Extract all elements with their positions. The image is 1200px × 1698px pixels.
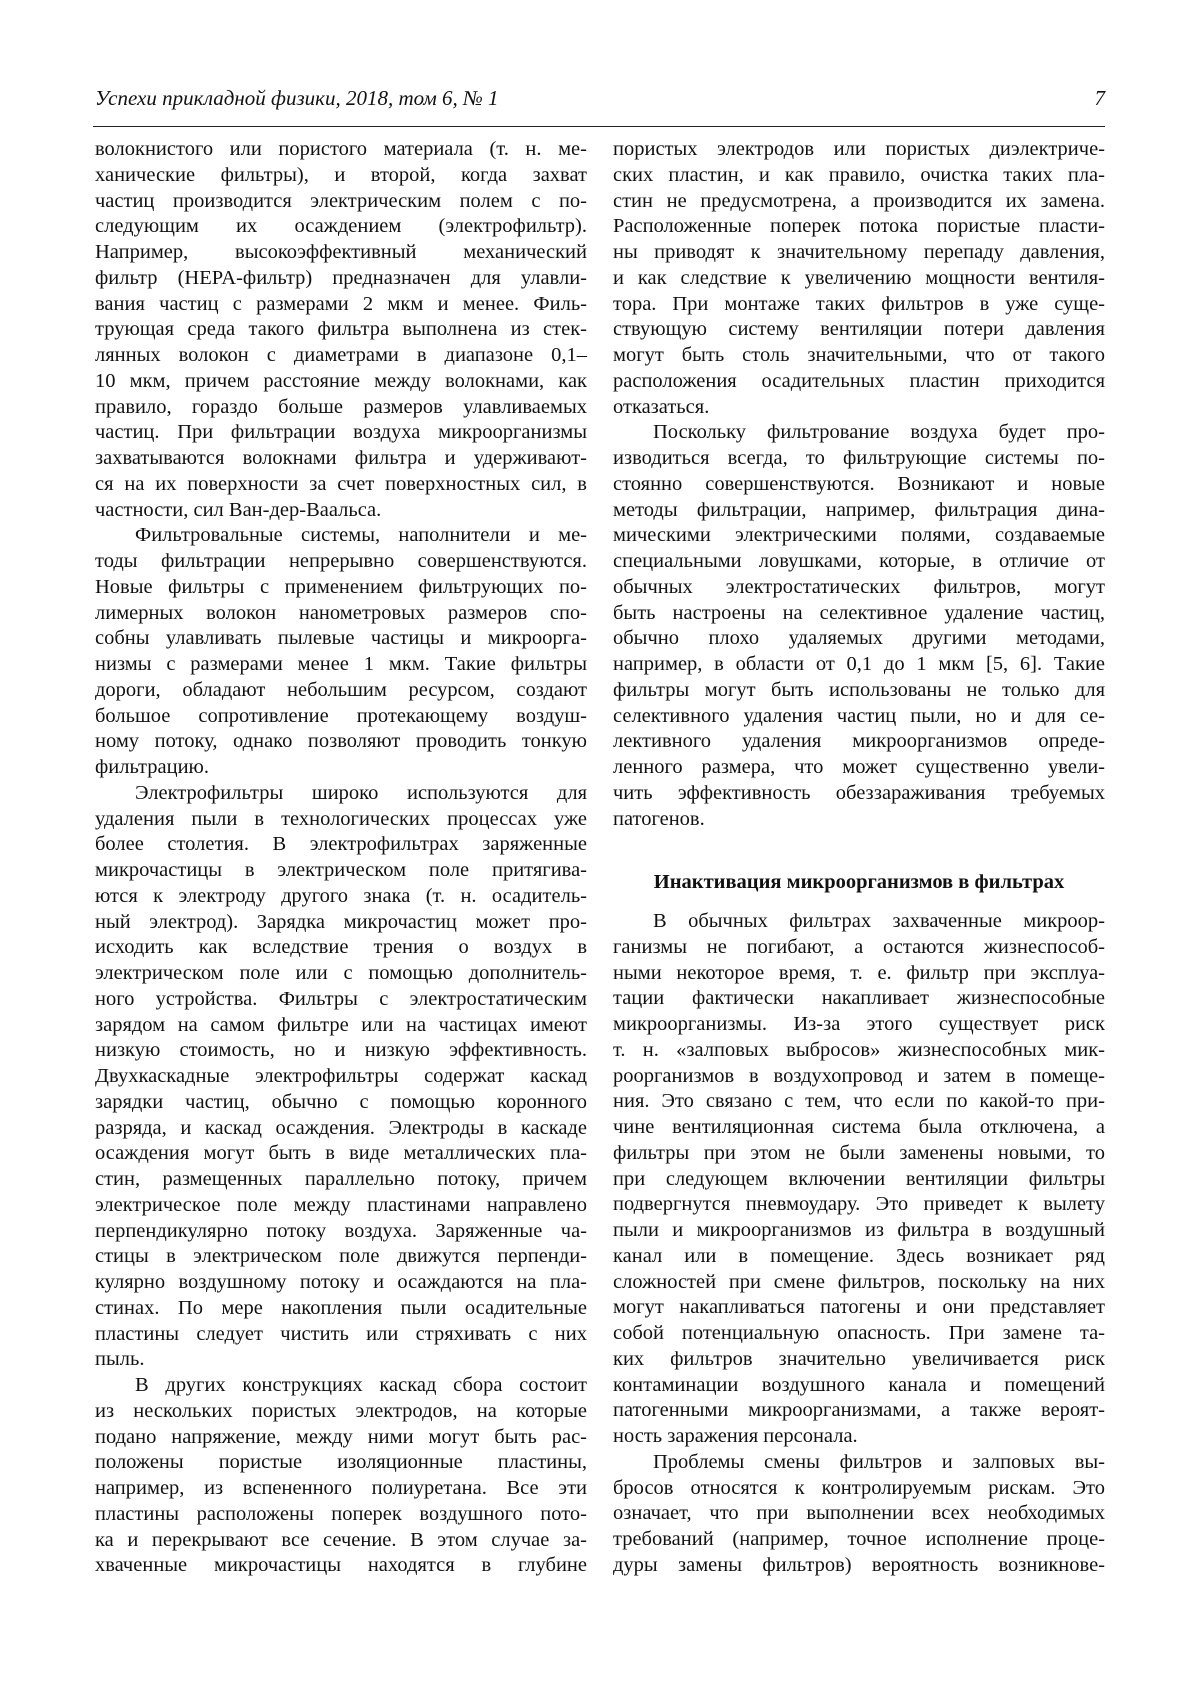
text-line: стоянно совершенствуются. Возникают и новые xyxy=(613,472,1105,498)
text-line: Проблемы смены фильтров и залповых вы- xyxy=(613,1450,1105,1476)
text-line: собой потенциальную опасность. При замене та- xyxy=(613,1321,1105,1347)
text-line: ния. Это связано с тем, что если по какой-то при- xyxy=(613,1089,1105,1115)
text-line: ка и перекрывают все сечение. В этом случае за- xyxy=(95,1528,587,1554)
text-line: кулярно воздушному потоку и осаждаются на пла- xyxy=(95,1270,587,1296)
text-line: зарядки частиц, обычно с помощью коронного xyxy=(95,1090,587,1116)
text-line: специальными ловушками, которые, в отличие от xyxy=(613,549,1105,575)
text-line: пластины расположены поперек воздушного пото- xyxy=(95,1502,587,1528)
text-line: большое сопротивление протекающему воздуш- xyxy=(95,704,587,730)
text-line: собны улавливать пылевые частицы и микроорга- xyxy=(95,626,587,652)
text-line: фильтр (HEPA-фильтр) предназначен для улавли- xyxy=(95,266,587,292)
text-line: фильтры при этом не были заменены новыми, то xyxy=(613,1141,1105,1167)
text-line: ными некоторое время, т. е. фильтр при эксплуа- xyxy=(613,961,1105,987)
running-header: Успехи прикладной физики, 2018, том 6, № 1 xyxy=(95,86,499,111)
text-line: чить эффективность обеззараживания требуемых xyxy=(613,781,1105,807)
text-line: зарядом на самом фильтре или на частицах имеют xyxy=(95,1013,587,1039)
text-line: могут быть столь значительными, что от такого xyxy=(613,343,1105,369)
text-line: вания частиц с размерами 2 мкм и менее. Филь- xyxy=(95,292,587,318)
text-line: Например, высокоэффективный механический xyxy=(95,240,587,266)
text-line: т. н. «залповых выбросов» жизнеспособных мик- xyxy=(613,1038,1105,1064)
text-line: Фильтровальные системы, наполнители и ме- xyxy=(95,523,587,549)
text-line: роорганизмов в воздухопровод и затем в помеще- xyxy=(613,1064,1105,1090)
text-line: электрическое поле между пластинами направлено xyxy=(95,1193,587,1219)
text-line: например, из вспененного полиуретана. Все эти xyxy=(95,1476,587,1502)
text-line: требований (например, точное исполнение проце- xyxy=(613,1527,1105,1553)
paragraph xyxy=(613,137,1105,420)
text-line: ются к электроду другого знака (т. н. осадитель- xyxy=(95,884,587,910)
text-line: ханические фильтры), и второй, когда захват xyxy=(95,163,587,189)
text-line: мическими электрическими полями, создаваемые xyxy=(613,523,1105,549)
text-line: пластины следует чистить или стряхивать с них xyxy=(95,1322,587,1348)
text-line: стинах. По мере накопления пыли осадительные xyxy=(95,1296,587,1322)
page-number: 7 xyxy=(1095,86,1106,111)
text-line: захватываются волокнами фильтра и удерживают- xyxy=(95,446,587,472)
text-line: патогенов. xyxy=(613,807,1105,833)
text-line: означает, что при выполнении всех необходимых xyxy=(613,1501,1105,1527)
text-line: пыль. xyxy=(95,1347,587,1373)
text-line: перпендикулярно потоку воздуха. Заряженные ча- xyxy=(95,1219,587,1245)
text-line: пористых электродов или пористых диэлектриче- xyxy=(613,137,1105,163)
text-line: лективного удаления микроорганизмов опреде- xyxy=(613,729,1105,755)
text-line: дороги, обладают небольшим ресурсом, создают xyxy=(95,678,587,704)
text-line: подвергнутся пневмоудару. Это приведет к вылету xyxy=(613,1192,1105,1218)
text-line: могут накапливаться патогены и они представляет xyxy=(613,1295,1105,1321)
text-line: частиц производится электрическим полем с по- xyxy=(95,189,587,215)
text-line: чине вентиляционная система была отключена, а xyxy=(613,1115,1105,1141)
text-line: микроорганизмы. Из-за этого существует риск xyxy=(613,1012,1105,1038)
text-line: Расположенные поперек потока пористые пласти- xyxy=(613,214,1105,240)
text-line: ганизмы не погибают, а остаются жизнеспособ- xyxy=(613,935,1105,961)
header-rule xyxy=(93,126,1105,127)
text-line: исходить как вследствие трения о воздух в xyxy=(95,935,587,961)
text-line: ного устройства. Фильтры с электростатическим xyxy=(95,987,587,1013)
text-line: стин не предусмотрена, а производится их замена. xyxy=(613,189,1105,215)
text-line: Поскольку фильтрование воздуха будет про- xyxy=(613,420,1105,446)
text-line: тации фактически накапливает жизнеспособные xyxy=(613,986,1105,1012)
text-line: методы фильтрации, например, фильтрация дина- xyxy=(613,498,1105,524)
text-line: ких фильтров значительно увеличивается риск xyxy=(613,1347,1105,1373)
text-line: микрочастицы в электрическом поле притягива- xyxy=(95,858,587,884)
left-column xyxy=(95,137,587,1579)
text-line: лянных волокон с диаметрами в диапазоне 0,1– xyxy=(95,343,587,369)
paragraph xyxy=(95,523,587,781)
text-line: стин, размещенных параллельно потоку, причем xyxy=(95,1167,587,1193)
text-line: В других конструкциях каскад сбора состоит xyxy=(95,1373,587,1399)
text-line: расположения осадительных пластин приходится xyxy=(613,369,1105,395)
text-line: ны приводят к значительному перепаду давления, xyxy=(613,240,1105,266)
text-line: канал или в помещение. Здесь возникает ряд xyxy=(613,1244,1105,1270)
text-line: обычно плохо удаляемых другими методами, xyxy=(613,626,1105,652)
text-line: положены пористые изоляционные пластины, xyxy=(95,1450,587,1476)
text-line: селективного удаления частиц пыли, но и для се- xyxy=(613,704,1105,730)
text-line: фильтры могут быть использованы не только для xyxy=(613,678,1105,704)
text-line: 10 мкм, причем расстояние между волокнами, как xyxy=(95,369,587,395)
paragraph xyxy=(613,420,1105,832)
text-line: быть настроены на селективное удаление частиц, xyxy=(613,601,1105,627)
text-line: и как следствие к увеличению мощности вентиля- xyxy=(613,266,1105,292)
text-line: ленного размера, что может существенно увели- xyxy=(613,755,1105,781)
text-line: правило, гораздо больше размеров улавливаемых xyxy=(95,395,587,421)
text-line: пыли и микроорганизмов из фильтра в воздушный xyxy=(613,1218,1105,1244)
text-line: Электрофильтры широко используются для xyxy=(95,781,587,807)
text-line: разряда, и каскад осаждения. Электроды в каскаде xyxy=(95,1116,587,1142)
right-column-top xyxy=(613,137,1105,832)
text-line: волокнистого или пористого материала (т. н. ме- xyxy=(95,137,587,163)
text-line: дуры замены фильтров) вероятность возникнове- xyxy=(613,1553,1105,1579)
text-line: низмы с размерами менее 1 мкм. Такие фильтры xyxy=(95,652,587,678)
paragraph xyxy=(95,137,587,523)
text-line: изводиться всегда, то фильтрующие системы по- xyxy=(613,446,1105,472)
text-line: осаждения могут быть в виде металлических пла- xyxy=(95,1141,587,1167)
text-line: лимерных волокон нанометровых размеров спо- xyxy=(95,601,587,627)
text-line: например, в области от 0,1 до 1 мкм [5, 6]. Такие xyxy=(613,652,1105,678)
text-line: ся на их поверхности за счет поверхностных сил, в xyxy=(95,472,587,498)
text-line: подано напряжение, между ними могут быть рас- xyxy=(95,1425,587,1451)
text-line: следующим их осаждением (электрофильтр). xyxy=(95,214,587,240)
text-line: Двухкаскадные электрофильтры содержат каскад xyxy=(95,1064,587,1090)
text-line: хваченные микрочастицы находятся в глубине xyxy=(95,1553,587,1579)
text-line: фильтрацию. xyxy=(95,755,587,781)
text-line: удаления пыли в технологических процессах уже xyxy=(95,807,587,833)
paragraph xyxy=(95,781,587,1373)
right-column-bottom xyxy=(613,909,1105,1579)
text-line: бросов относятся к контролируемым рискам. Это xyxy=(613,1476,1105,1502)
text-line: частиц. При фильтрации воздуха микроорганизмы xyxy=(95,420,587,446)
text-line: патогенными микроорганизмами, а также вероят- xyxy=(613,1398,1105,1424)
text-line: более столетия. В электрофильтрах заряженные xyxy=(95,832,587,858)
text-line: стицы в электрическом поле движутся перпенди- xyxy=(95,1244,587,1270)
paragraph xyxy=(613,909,1105,1450)
text-line: тора. При монтаже таких фильтров в уже суще- xyxy=(613,292,1105,318)
text-line: частности, сил Ван-дер-Ваальса. xyxy=(95,498,587,524)
text-line: тоды фильтрации непрерывно совершенствуются. xyxy=(95,549,587,575)
text-line: ность заражения персонала. xyxy=(613,1424,1105,1450)
text-line: отказаться. xyxy=(613,395,1105,421)
text-line: трующая среда такого фильтра выполнена из стек- xyxy=(95,317,587,343)
section-heading: Инактивация микроорганизмов в фильтрах xyxy=(613,870,1105,896)
text-line: обычных электростатических фильтров, могут xyxy=(613,575,1105,601)
text-line: ному потоку, однако позволяют проводить тонкую xyxy=(95,729,587,755)
paragraph xyxy=(95,1373,587,1579)
text-line: контаминации воздушного канала и помещений xyxy=(613,1373,1105,1399)
text-line: электрическом поле или с помощью дополнитель- xyxy=(95,961,587,987)
text-line: ских пластин, и как правило, очистка таких пла- xyxy=(613,163,1105,189)
text-line: В обычных фильтрах захваченные микроор- xyxy=(613,909,1105,935)
text-line: низкую стоимость, но и низкую эффективность. xyxy=(95,1038,587,1064)
right-column xyxy=(613,137,1105,1579)
text-line: при следующем включении вентиляции фильтры xyxy=(613,1167,1105,1193)
text-line: ствующую систему вентиляции потери давления xyxy=(613,317,1105,343)
paragraph xyxy=(613,1450,1105,1579)
text-line: Новые фильтры с применением фильтрующих по- xyxy=(95,575,587,601)
text-line: ный электрод). Зарядка микрочастиц может про- xyxy=(95,910,587,936)
text-line: из нескольких пористых электродов, на которые xyxy=(95,1399,587,1425)
text-line: сложностей при смене фильтров, поскольку на них xyxy=(613,1270,1105,1296)
